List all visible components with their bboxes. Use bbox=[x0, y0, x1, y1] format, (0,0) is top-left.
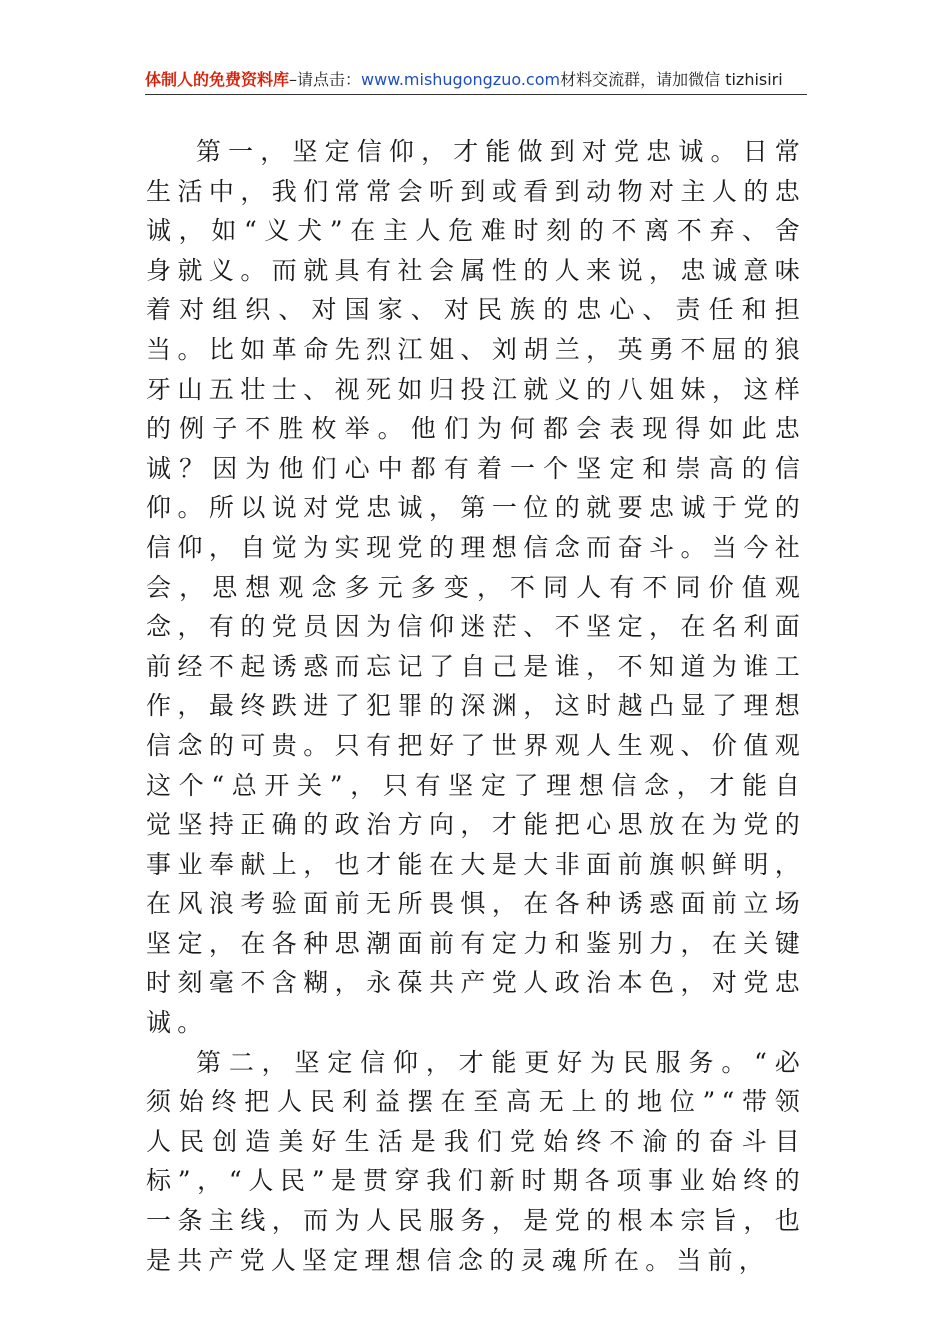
page-header bbox=[145, 68, 807, 95]
contact-info: 材料交流群，请加微信 tizhisiri bbox=[560, 70, 783, 89]
paragraph: 第二，坚定信仰，才能更好为民服务。“必须始终把人民利益摆在至高无上的地位”“带领人民创造美好生活是我们党始终不渝的奋斗目标”，“人民”是贯穿我们新时期各项事业始终的一条主线，而为人民服务，是党的根本宗旨，也是共产党人坚定理想信念的灵魂所在。当前， bbox=[146, 1047, 806, 1275]
click-prompt: –请点击： bbox=[289, 70, 362, 89]
website-link[interactable]: www.mishugongzuo.com bbox=[361, 70, 561, 89]
document-body bbox=[146, 132, 806, 1280]
paragraph: 第一，坚定信仰，才能做到对党忠诚。日常生活中，我们常常会听到或看到动物对主人的忠诚，如“义犬”在主人危难时刻的不离不弃、舍身就义。而就具有社会属性的人来说，忠诚意味着对组织、对国家、对民族的忠心、责任和担当。比如革命先烈江姐、刘胡兰，英勇不屈的狼牙山五壮士、视死如归投江就义的八姐妹，这样的例子不胜枚举。他们为何都会表现得如此忠诚？因为他们心中都有着一个坚定和崇高的信仰。所以说对党忠诚，第一位的就要忠诚于党的信仰，自觉为实现党的理想信念而奋斗。当今社会，思想观念多元多变，不同人有不同价值观念，有的党员因为信仰迷茫、不坚定，在名利面前经不起诱惑而忘记了自己是谁，不知道为谁工作，最终跌进了犯罪的深渊，这时越凸显了理想信念的可贵。只有把好了世界观人生观、价值观这个“总开关”，只有坚定了理想信念，才能自觉坚持正确的政治方向，才能把心思放在为党的事业奉献上，也才能在大是大非面前旗帜鲜明，在风浪考验面前无所畏惧，在各种诱惑面前立场坚定，在各种思潮面前有定力和鉴别力，在关键时刻毫不含糊，永葆共产党人政治本色，对党忠诚。 bbox=[146, 137, 806, 1038]
brand-link[interactable]: 体制人的免费资料库 bbox=[145, 70, 290, 89]
